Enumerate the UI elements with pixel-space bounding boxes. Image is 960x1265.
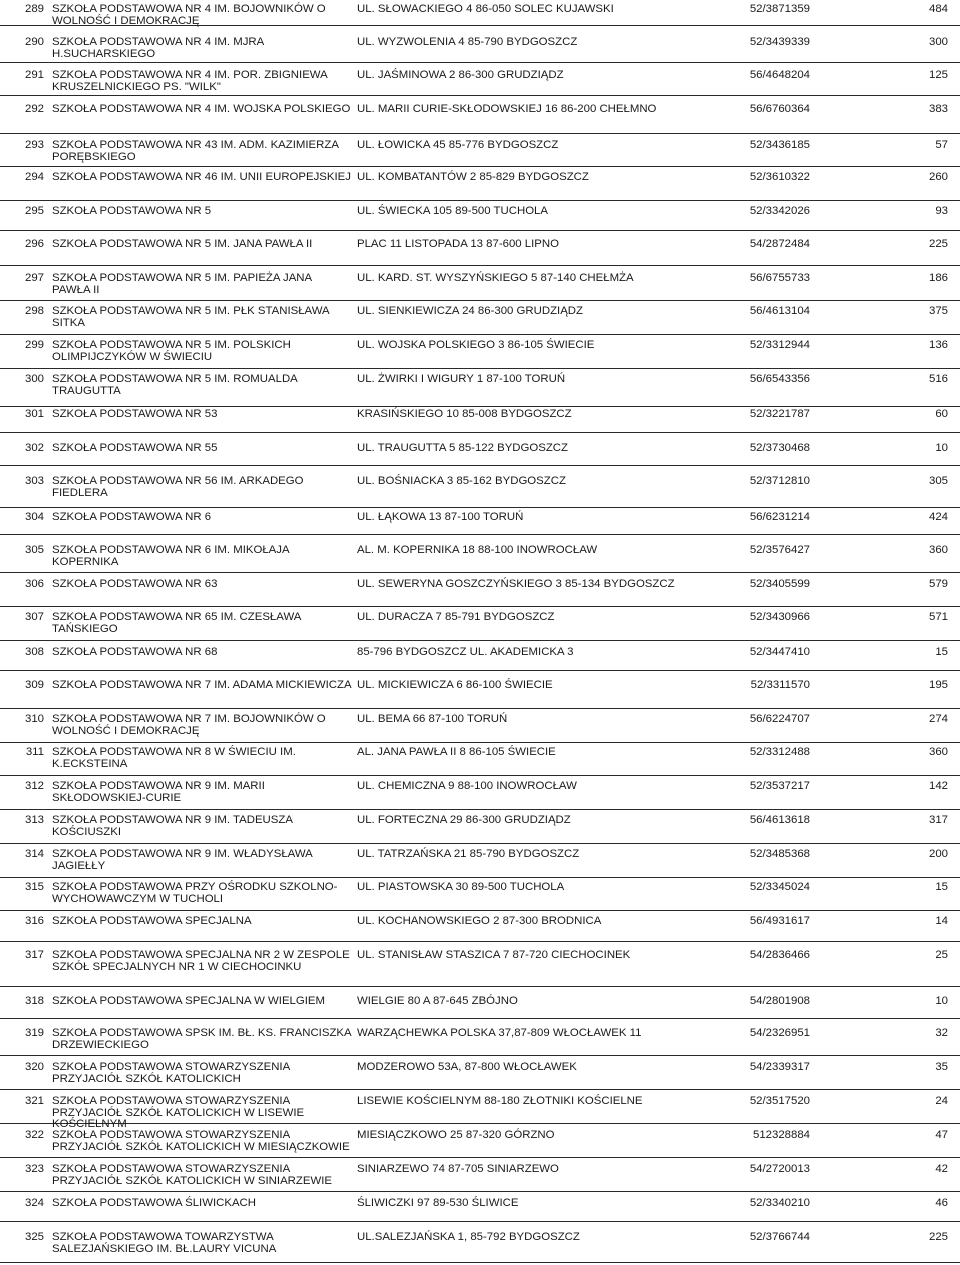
school-name: SZKOŁA PODSTAWOWA NR 5 IM. JANA PAWŁA II [52,238,313,250]
school-name: SZKOŁA PODSTAWOWA PRZY OŚRODKU SZKOLNO-WYCHOWAWCZYM W TUCHOLI [52,881,338,905]
phone-number: 56/4931617 [749,915,810,927]
school-address: UL. WYZWOLENIA 4 85-790 BYDGOSZCZ [357,36,578,48]
school-name: SZKOŁA PODSTAWOWA STOWARZYSZENIA PRZYJACIÓŁ SZKÓŁ KATOLICKICH W LISEWIE KOŚCIELNYM [52,1095,305,1131]
phone-number: 56/6224707 [749,713,810,725]
phone-number: 54/2801908 [749,995,810,1007]
school-name: SZKOŁA PODSTAWOWA NR 5 [52,205,212,217]
student-count: 274 [928,713,948,725]
phone-number: 56/6543356 [749,373,810,385]
phone-number: 52/3447410 [749,646,810,658]
school-address: UL. MICKIEWICZA 6 86-100 ŚWIECIE [357,679,553,691]
table-row [0,140,960,167]
school-address: UL. ŁĄKOWA 13 87-100 TORUŃ [357,511,524,523]
student-count: 375 [928,305,948,317]
table-row [0,1062,960,1090]
table-row [0,239,960,266]
student-count: 195 [928,679,948,691]
school-address: LISEWIE KOŚCIELNYM 88-180 ZŁOTNIKI KOŚCIELNE [357,1095,643,1107]
phone-number: 56/6760364 [749,103,810,115]
table-row [0,996,960,1019]
table-row [0,579,960,607]
table-row [0,1095,960,1131]
row-number: 312 [24,780,44,792]
school-name: SZKOŁA PODSTAWOWA SPSK IM. BŁ. KS. FRANCISZKA DRZEWIECKIEGO [52,1027,351,1051]
row-number: 303 [24,475,44,487]
row-number: 318 [24,995,44,1007]
school-name: SZKOŁA PODSTAWOWA SPECJALNA NR 2 W ZESPOLE SZKÓŁ SPECJALNYCH NR 1 W CIECHOCINKU [52,949,350,973]
row-number: 300 [24,373,44,385]
school-name: SZKOŁA PODSTAWOWA SPECJALNA [52,915,252,927]
row-number: 296 [24,238,44,250]
table-row [0,647,960,671]
student-count: 317 [928,814,948,826]
student-count: 93 [935,205,948,217]
table-row [0,37,960,63]
table-row [0,950,960,987]
row-number: 289 [24,3,44,15]
student-count: 24 [935,1095,948,1107]
table-row [0,680,960,709]
student-count: 360 [928,544,948,556]
row-number: 322 [24,1129,44,1141]
school-address: UL.SALEZJAŃSKA 1, 85-792 BYDGOSZCZ [357,1231,580,1243]
student-count: 424 [928,511,948,523]
phone-number: 52/3712810 [749,475,810,487]
school-address: MIESIĄCZKOWO 25 87-320 GÓRZNO [357,1129,555,1141]
phone-number: 52/3485368 [749,848,810,860]
school-address: WARZĄCHEWKA POLSKA 37,87-809 WŁOCŁAWEK 11 [357,1027,642,1039]
school-address: SINIARZEWO 74 87-705 SINIARZEWO [357,1163,559,1175]
student-count: 225 [928,238,948,250]
row-number: 298 [24,305,44,317]
school-name: SZKOŁA PODSTAWOWA TOWARZYSTWA SALEZJAŃSKIEGO IM. BŁ.LAURY VICUNA [52,1231,277,1255]
student-count: 484 [928,3,948,15]
phone-number: 56/6755733 [749,272,810,284]
school-name: SZKOŁA PODSTAWOWA NR 6 [52,511,212,523]
student-count: 10 [935,442,948,454]
table-row [0,849,960,878]
table-row [0,714,960,743]
table-row [0,612,960,641]
school-address: UL. BEMA 66 87-100 TORUŃ [357,713,508,725]
student-count: 15 [935,881,948,893]
row-number: 292 [24,103,44,115]
student-count: 25 [935,949,948,961]
student-count: 186 [928,272,948,284]
row-number: 299 [24,339,44,351]
phone-number: 512328884 [752,1129,810,1141]
row-number: 293 [24,139,44,151]
student-count: 60 [935,408,948,420]
phone-number: 52/3405599 [749,578,810,590]
table-row [0,916,960,942]
row-number: 315 [24,881,44,893]
table-row [0,172,960,201]
phone-number: 52/3730468 [749,442,810,454]
row-number: 302 [24,442,44,454]
school-address: UL. WOJSKA POLSKIEGO 3 86-105 ŚWIECIE [357,339,595,351]
school-address: UL. SŁOWACKIEGO 4 86-050 SOLEC KUJAWSKI [357,3,614,15]
phone-number: 52/3340210 [749,1197,810,1209]
table-row [0,1028,960,1056]
student-count: 383 [928,103,948,115]
table-row [0,781,960,810]
school-address: AL. JANA PAWŁA II 8 86-105 ŚWIECIE [357,746,556,758]
table-row [0,882,960,911]
row-number: 309 [24,679,44,691]
student-count: 42 [935,1163,948,1175]
school-name: SZKOŁA PODSTAWOWA NR 56 IM. ARKADEGO FIEDLERA [52,475,304,499]
school-name: SZKOŁA PODSTAWOWA NR 68 [52,646,218,658]
school-name: SZKOŁA PODSTAWOWA NR 4 IM. BOJOWNIKÓW O WOLNOŚĆ I DEMOKRACJĘ [52,3,326,27]
student-count: 10 [935,995,948,1007]
school-address: UL. TRAUGUTTA 5 85-122 BYDGOSZCZ [357,442,568,454]
row-number: 323 [24,1163,44,1175]
row-number: 294 [24,171,44,183]
phone-number: 54/2339317 [749,1061,810,1073]
school-address: UL. CHEMICZNA 9 88-100 INOWROCŁAW [357,780,577,792]
row-number: 307 [24,611,44,623]
row-number: 321 [24,1095,44,1107]
school-name: SZKOŁA PODSTAWOWA NR 9 IM. WŁADYSŁAWA JAGIEŁŁY [52,848,313,872]
school-address: MODZEROWO 53A, 87-800 WŁOCŁAWEK [357,1061,577,1073]
phone-number: 52/3576427 [749,544,810,556]
student-count: 200 [928,848,948,860]
table-row [0,443,960,466]
phone-number: 54/2872484 [749,238,810,250]
table-row [0,409,960,433]
student-count: 47 [935,1129,948,1141]
school-address: PLAC 11 LISTOPADA 13 87-600 LIPNO [357,238,559,250]
school-address: UL. STANISŁAW STASZICA 7 87-720 CIECHOCINEK [357,949,631,961]
school-name: SZKOŁA PODSTAWOWA NR 43 IM. ADM. KAZIMIERZA PORĘBSKIEGO [52,139,339,163]
phone-number: 52/3610322 [749,171,810,183]
student-count: 305 [928,475,948,487]
phone-number: 52/3517520 [749,1095,810,1107]
school-name: SZKOŁA PODSTAWOWA STOWARZYSZENIA PRZYJACIÓŁ SZKÓŁ KATOLICKICH [52,1061,290,1085]
phone-number: 52/3312944 [749,339,810,351]
school-name: SZKOŁA PODSTAWOWA NR 5 IM. POLSKICH OLIMPIJCZYKÓW W ŚWIECIU [52,339,291,363]
student-count: 142 [928,780,948,792]
row-number: 324 [24,1197,44,1209]
table-row [0,1198,960,1222]
school-name: SZKOŁA PODSTAWOWA NR 8 W ŚWIECIU IM. K.ECKSTEINA [52,746,296,770]
school-address: UL. ŻWIRKI I WIGURY 1 87-100 TORUŃ [357,373,566,385]
table-row [0,545,960,573]
school-address: UL. SEWERYNA GOSZCZYŃSKIEGO 3 85-134 BYDGOSZCZ [357,578,675,590]
phone-number: 56/6231214 [749,511,810,523]
school-name: SZKOŁA PODSTAWOWA NR 9 IM. MARII SKŁODOWSKIEJ-CURIE [52,780,265,804]
phone-number: 52/3871359 [749,3,810,15]
row-number: 291 [24,69,44,81]
school-name: SZKOŁA PODSTAWOWA SPECJALNA W WIELGIEM [52,995,325,1007]
row-number: 325 [24,1231,44,1243]
row-number: 320 [24,1061,44,1073]
row-number: 316 [24,915,44,927]
phone-number: 52/3342026 [749,205,810,217]
row-number: 290 [24,36,44,48]
phone-number: 52/3312488 [749,746,810,758]
student-count: 300 [928,36,948,48]
student-count: 14 [935,915,948,927]
phone-number: 54/2720013 [749,1163,810,1175]
phone-number: 52/3311570 [750,679,810,691]
row-number: 297 [24,272,44,284]
table-row [0,374,960,407]
row-number: 314 [24,848,44,860]
school-address: UL. JAŚMINOWA 2 86-300 GRUDZIĄDZ [357,69,564,81]
row-number: 304 [24,511,44,523]
phone-number: 54/2326951 [749,1027,810,1039]
row-number: 306 [24,578,44,590]
school-address: ŚLIWICZKI 97 89-530 ŚLIWICE [357,1197,519,1209]
student-count: 516 [928,373,948,385]
school-address: UL. TATRZAŃSKA 21 85-790 BYDGOSZCZ [357,848,580,860]
school-name: SZKOŁA PODSTAWOWA NR 4 IM. POR. ZBIGNIEWA KRUSZELNICKIEGO PS. "WILK" [52,69,328,93]
school-name: SZKOŁA PODSTAWOWA NR 4 IM. WOJSKA POLSKIEGO [52,103,351,115]
school-name: SZKOŁA PODSTAWOWA NR 4 IM. MJRA H.SUCHARSKIEGO [52,36,264,60]
student-count: 225 [928,1231,948,1243]
phone-number: 52/3766744 [749,1231,810,1243]
student-count: 260 [928,171,948,183]
table-row [0,206,960,231]
phone-number: 56/4648204 [749,69,810,81]
school-address: UL. KOMBATANTÓW 2 85-829 BYDGOSZCZ [357,171,589,183]
student-count: 125 [928,69,948,81]
student-count: 360 [928,746,948,758]
student-count: 15 [935,646,948,658]
school-address: UL. KOCHANOWSKIEGO 2 87-300 BRODNICA [357,915,602,927]
school-address: UL. ŁOWICKA 45 85-776 BYDGOSZCZ [357,139,559,151]
table-row [0,747,960,776]
table-row [0,815,960,844]
table-row [0,1164,960,1192]
school-name: SZKOŁA PODSTAWOWA NR 55 [52,442,218,454]
school-address: UL. SIENKIEWICZA 24 86-300 GRUDZIĄDZ [357,305,583,317]
school-name: SZKOŁA PODSTAWOWA ŚLIWICKACH [52,1197,257,1209]
phone-number: 52/3436185 [749,139,810,151]
table-row [0,273,960,301]
table-row [0,512,960,535]
row-number: 317 [24,949,44,961]
phone-number: 52/3221787 [749,408,810,420]
school-address: WIELGIE 80 A 87-645 ZBÓJNO [357,995,518,1007]
phone-number: 54/2836466 [749,949,810,961]
school-name: SZKOŁA PODSTAWOWA NR 65 IM. CZESŁAWA TAŃSKIEGO [52,611,301,635]
school-name: SZKOŁA PODSTAWOWA NR 7 IM. BOJOWNIKÓW O WOLNOŚĆ I DEMOKRACJĘ [52,713,326,737]
table-row [0,1130,960,1158]
school-address: UL. BOŚNIACKA 3 85-162 BYDGOSZCZ [357,475,566,487]
school-name: SZKOŁA PODSTAWOWA NR 63 [52,578,218,590]
row-number: 311 [25,746,44,758]
row-number: 308 [24,646,44,658]
table-row [0,4,960,26]
school-address: 85-796 BYDGOSZCZ UL. AKADEMICKA 3 [357,646,574,658]
table-row [0,306,960,335]
school-name: SZKOŁA PODSTAWOWA NR 5 IM. ROMUALDA TRAUGUTTA [52,373,298,397]
student-count: 571 [928,611,948,623]
student-count: 32 [935,1027,948,1039]
school-name: SZKOŁA PODSTAWOWA STOWARZYSZENIA PRZYJACIÓŁ SZKÓŁ KATOLICKICH W MIESIĄCZKOWIE [52,1129,350,1153]
school-name: SZKOŁA PODSTAWOWA NR 46 IM. UNII EUROPEJSKIEJ [52,171,351,183]
school-name: SZKOŁA PODSTAWOWA NR 6 IM. MIKOŁAJA KOPERNIKA [52,544,289,568]
school-address: UL. MARII CURIE-SKŁODOWSKIEJ 16 86-200 CHEŁMNO [357,103,657,115]
phone-number: 52/3345024 [749,881,810,893]
row-number: 319 [24,1027,44,1039]
table-row [0,104,960,134]
table-row [0,1232,960,1263]
school-address: UL. ŚWIECKA 105 89-500 TUCHOLA [357,205,548,217]
row-number: 313 [24,814,44,826]
school-name: SZKOŁA PODSTAWOWA NR 7 IM. ADAMA MICKIEWICZA [52,679,352,691]
phone-number: 52/3439339 [749,36,810,48]
phone-number: 56/4613618 [749,814,810,826]
student-count: 46 [935,1197,948,1209]
table-row [0,70,960,96]
school-name: SZKOŁA PODSTAWOWA STOWARZYSZENIA PRZYJACIÓŁ SZKÓŁ KATOLICKICH W SINIARZEWIE [52,1163,332,1187]
table-row [0,476,960,508]
student-count: 579 [928,578,948,590]
school-address: UL. DURACZA 7 85-791 BYDGOSZCZ [357,611,555,623]
phone-number: 56/4613104 [749,305,810,317]
student-count: 57 [935,139,948,151]
school-name: SZKOŁA PODSTAWOWA NR 5 IM. PŁK STANISŁAWA SITKA [52,305,330,329]
school-name: SZKOŁA PODSTAWOWA NR 53 [52,408,218,420]
school-address: UL. PIASTOWSKA 30 89-500 TUCHOLA [357,881,565,893]
row-number: 305 [24,544,44,556]
school-address: UL. KARD. ST. WYSZYŃSKIEGO 5 87-140 CHEŁMŻA [357,272,634,284]
student-count: 136 [928,339,948,351]
row-number: 310 [24,713,44,725]
row-number: 301 [24,408,44,420]
phone-number: 52/3430966 [749,611,810,623]
school-address: AL. M. KOPERNIKA 18 88-100 INOWROCŁAW [357,544,598,556]
school-address: KRASIŃSKIEGO 10 85-008 BYDGOSZCZ [357,408,572,420]
phone-number: 52/3537217 [749,780,810,792]
table-row [0,340,960,369]
row-number: 295 [24,205,44,217]
school-name: SZKOŁA PODSTAWOWA NR 5 IM. PAPIEŻA JANA PAWŁA II [52,272,312,296]
school-address: UL. FORTECZNA 29 86-300 GRUDZIĄDZ [357,814,571,826]
school-name: SZKOŁA PODSTAWOWA NR 9 IM. TADEUSZA KOŚCIUSZKI [52,814,293,838]
student-count: 35 [935,1061,948,1073]
